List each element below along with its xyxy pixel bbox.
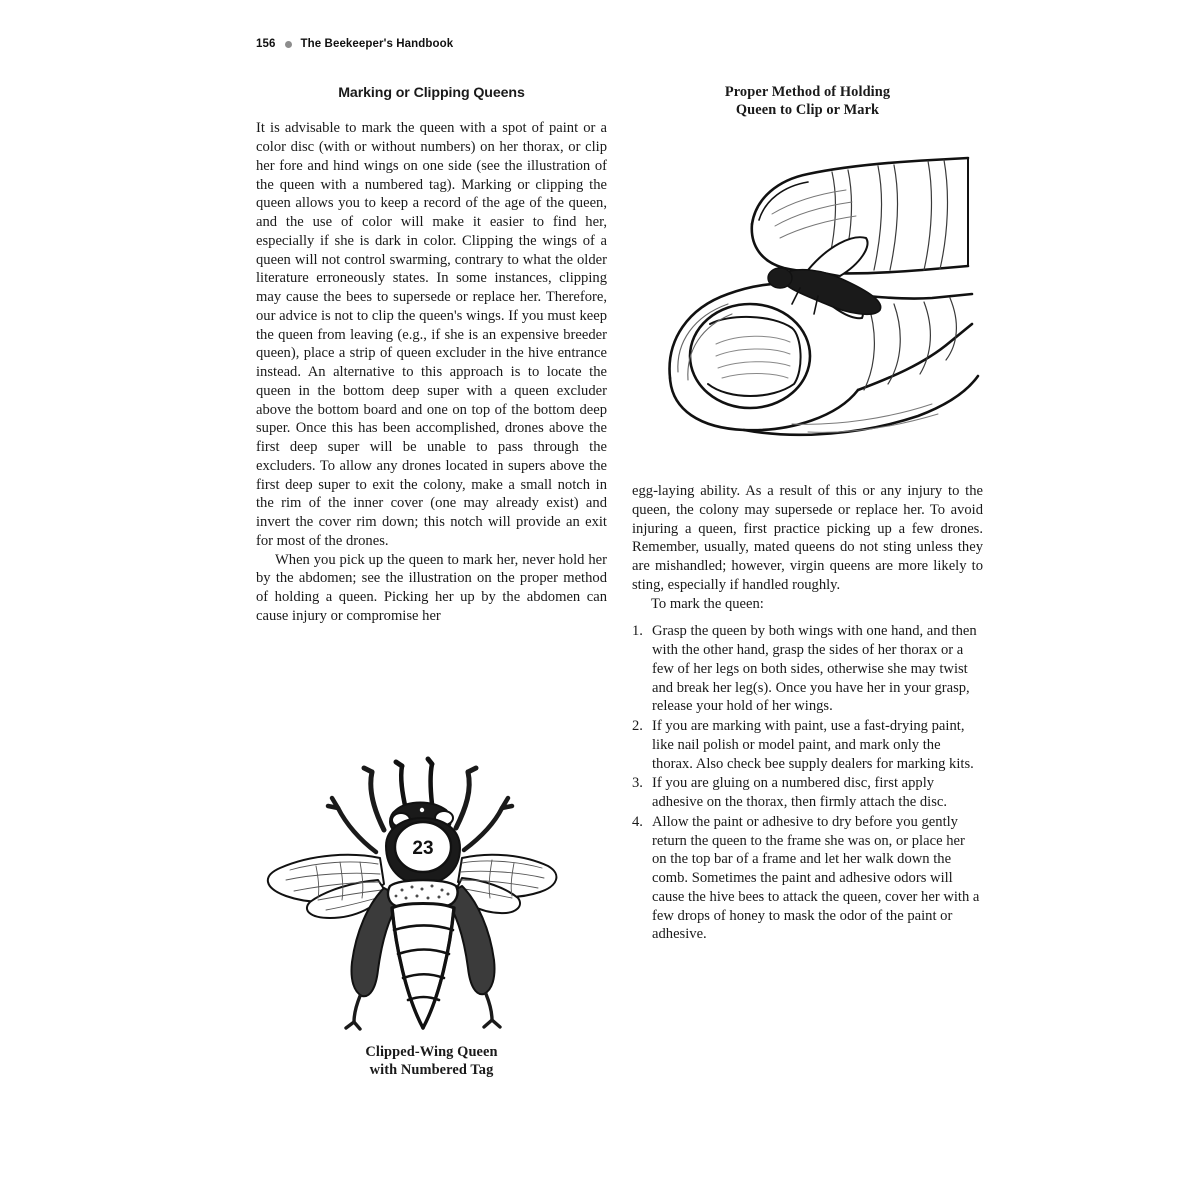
list-item: Allow the paint or adhesive to dry before you gently return the queen to the frame she was on, or place her on the top bar of a frame and let her walk down the comb. Sometimes the paint and adhesive odors will cause the hive bees to attack the queen, cover her with a few drops of honey to mask the odor of the paint or adhesive.	[652, 813, 980, 943]
hand-holding-queen-illustration	[632, 128, 983, 458]
figure-caption-line-1: Clipped-Wing Queen	[365, 1044, 498, 1060]
running-head	[256, 38, 453, 50]
list-item: If you are gluing on a numbered disc, first apply adhesive on the thorax, then firmly attach the disc.	[652, 775, 948, 810]
marking-steps-list	[632, 622, 983, 944]
left-text-column	[256, 84, 607, 626]
section-heading: Marking or Clipping Queens	[338, 85, 525, 101]
bullet-dot-icon	[285, 41, 292, 48]
figure-caption-line-1: Proper Method of Holding	[724, 84, 891, 100]
clipped-wing-queen-illustration	[256, 748, 607, 1038]
figure-hand-holding-queen	[632, 84, 983, 458]
list-item: Grasp the queen by both wings with one hand, and then with the other hand, grasp the sides of her thorax or a few of her legs on both sides, otherwise she may twist and break her leg(s). Once you have her in your grasp, release your hold of her wings.	[652, 623, 977, 715]
list-item: If you are marking with paint, use a fast-drying paint, like nail polish or model paint, and mark only the thorax. Also check bee supply dealers for marking kits.	[652, 718, 974, 772]
page-number: 156	[256, 38, 276, 50]
book-title: The Beekeeper's Handbook	[300, 38, 454, 50]
figure-caption	[256, 1044, 607, 1080]
figure-caption	[632, 84, 983, 120]
paragraph: egg-laying ability. As a result of this or any injury to the queen, the colony may supersede or replace her. To avoid injuring a queen, first practice picking up a few drones. Remember, usually, mated queens do not sting unless they are mishandled; however, virgin queens are more likely to sting, especially if handled roughly.	[632, 483, 983, 593]
figure-clipped-wing-queen	[256, 748, 607, 1080]
right-text-column	[632, 482, 983, 945]
paragraph: When you pick up the queen to mark her, never hold her by the abdomen; see the illustration on the proper method of holding a queen. Picking her up by the abdomen can cause injury or compromise her	[256, 551, 607, 624]
queen-tag-number: 23	[412, 838, 434, 859]
paragraph: To mark the queen:	[651, 595, 764, 612]
figure-caption-line-2: with Numbered Tag	[369, 1061, 494, 1078]
paragraph: It is advisable to mark the queen with a spot of paint or a color disc (with or without numbers) on her thorax, or clip her fore and hind wings on one side (see the illustration of the queen with a numbered tag). Marking or clipping the queen allows you to keep a record of the age of the queen, and the use of color will make it easier to find her, especially if she is dark in color. Clipping the wings of a queen will not control swarming, contrary to what the older literature erroneously states. In some instances, clipping may cause the bees to supersede or replace her. Therefore, our advice is not to clip the queen's wings. If you must keep the queen from leaving (e.g., if she is an expensive breeder queen), place a strip of queen excluder in the hive entrance instead. An alternative to this approach is to locate the queen in the bottom deep super with a queen excluder above the bottom board and one on top of the bottom deep super. Once this has been accomplished, drones above the first deep super will be unable to pass through the excluders. To allow any drones located in supers above the first deep super to exit the colony, make a small notch in the rim of the inner cover (one may already exist) and invert the cover rim down; this notch will provide an exit for most of the drones.	[256, 120, 607, 549]
figure-caption-line-2: Queen to Clip or Mark	[735, 101, 880, 118]
